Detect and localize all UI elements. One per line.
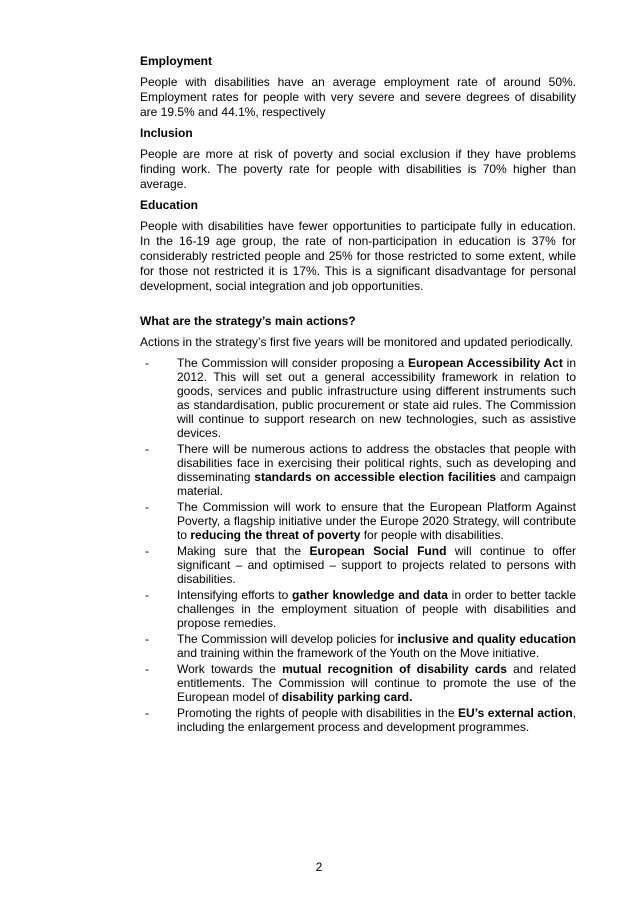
section-heading: Education: [140, 198, 199, 212]
section-actions: [140, 314, 576, 734]
section-text: People with disabilities have an average employment rate of around 50%. Employment rates for people with very severe and severe degrees of disability are 19.5% and 44.1%, respectively: [140, 75, 576, 119]
bullet-dash: -: [145, 544, 149, 558]
actions-heading: What are the strategy’s main actions?: [140, 314, 356, 328]
section-heading: Employment: [140, 54, 213, 68]
list-item: - There will be numerous actions to address the obstacles that people with disabilities face in exercising their political rights, such as developing and disseminating standards on accessible election facilities and campaign material.: [145, 442, 576, 498]
bullet-dash: -: [145, 662, 149, 676]
actions-list: [140, 356, 576, 734]
list-item: - The Commission will develop policies for inclusive and quality education and training within the framework of the Youth on the Move initiative.: [145, 632, 576, 660]
bullet-dash: -: [145, 632, 149, 646]
list-item: - Intensifying efforts to gather knowledge and data in order to better tackle challenges in the employment situation of people with disabilities and propose remedies.: [145, 588, 576, 630]
list-item: - Making sure that the European Social Fund will continue to offer significant – and optimised – support to projects related to persons with disabilities.: [145, 544, 577, 586]
bullet-dash: -: [145, 588, 149, 602]
bullet-dash: -: [145, 356, 149, 370]
list-item: - Promoting the rights of people with disabilities in the EU’s external action, including the enlargement process and development programmes.: [145, 706, 576, 734]
list-item: - Work towards the mutual recognition of disability cards and related entitlements. The Commission will continue to promote the use of the European model of disability parking card.: [145, 662, 576, 704]
section-employment: [140, 54, 576, 120]
section-inclusion: [140, 126, 576, 192]
list-item: - The Commission will consider proposing a European Accessibility Act in 2012. This will set out a general accessibility framework in relation to goods, services and public infrastructure using different instruments such as standardisation, public procurement or state aid rules. The Commission will continue to support research on new technologies, such as assistive devices.: [145, 356, 577, 440]
section-text: People are more at risk of poverty and social exclusion if they have problems finding work. The poverty rate for people with disabilities is 70% higher than average.: [140, 147, 576, 191]
page-number: 2: [315, 860, 323, 874]
section-education: [140, 198, 576, 294]
bullet-dash: -: [145, 500, 149, 514]
list-item: - The Commission will work to ensure that the European Platform Against Poverty, a flagship initiative under the Europe 2020 Strategy, will contribute to reducing the threat of poverty for people with disabilities.: [145, 500, 576, 542]
bullet-dash: -: [145, 706, 149, 720]
document-page: [140, 54, 576, 736]
section-text: People with disabilities have fewer opportunities to participate fully in education. In the 16-19 age group, the rate of non-participation in education is 37% for considerably restricted people and 25% for those restricted to some extent, while for those not restricted it is 17%. This is a significant disadvantage for personal development, social integration and job opportunities.: [140, 219, 576, 293]
section-heading: Inclusion: [140, 126, 193, 140]
actions-intro: Actions in the strategy’s first five years will be monitored and updated periodically.: [140, 335, 574, 349]
bullet-dash: -: [145, 442, 149, 456]
